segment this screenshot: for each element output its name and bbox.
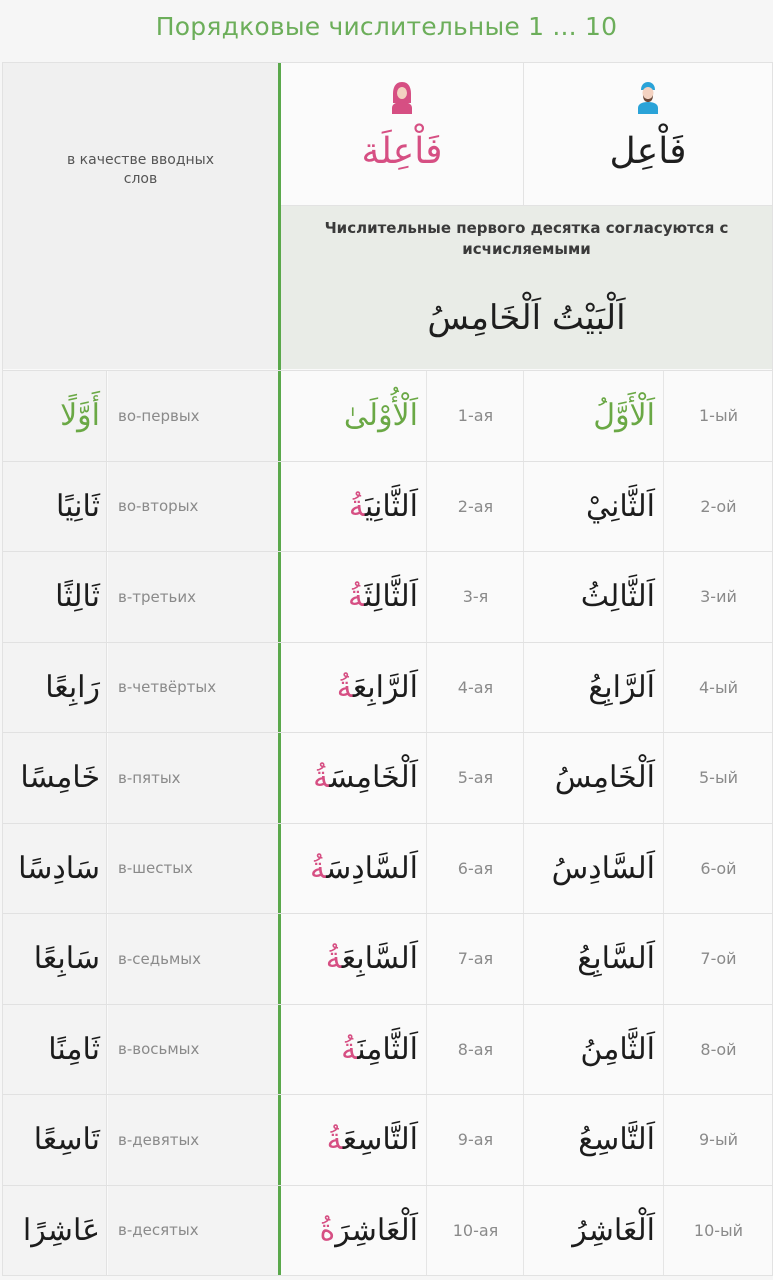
feminine-ordinal-russian: 8-ая [428,1005,524,1095]
feminine-ordinal-arabic [281,1095,427,1185]
feminine-ordinal-arabic [281,643,427,733]
masculine-ordinal-arabic [524,462,664,552]
feminine-ordinal-russian: 1-ая [428,371,524,461]
feminine-ordinal-text [344,398,418,433]
masculine-ordinal-text: اَلسَّابِعُ [577,941,655,977]
intro-words-label: в качестве вводных слов [66,152,215,187]
table-row [3,1004,772,1095]
feminine-ending: ةُ [348,488,365,524]
feminine-stem: اَلسَّادِسَ [326,850,418,886]
masculine-ordinal-text: اَلتَّاسِعُ [578,1122,655,1158]
masculine-ordinal-russian: 7-ой [700,949,737,969]
feminine-stem: اَلتَّاسِعَ [342,1122,418,1158]
intro-word-arabic-text: سَادِسًا [18,850,100,886]
masculine-ordinal-text: اَلرَّابِعُ [588,669,655,705]
intro-word-russian: в-десятых [108,1186,278,1276]
intro-word-arabic-text: ثَالِثًا [55,579,100,615]
table-row [3,370,772,461]
masculine-ordinal-text: اَلْخَامِسُ [554,760,655,796]
masculine-ordinal-russian: 5-ый [699,768,738,788]
feminine-ending: ةُ [319,1212,336,1248]
intro-word-arabic-text: ثَامِنًا [48,1031,100,1067]
feminine-ordinal-russian: 4-ая [428,643,524,733]
table-row [3,913,772,1004]
feminine-stem: اَلثَّانِيَ [364,488,418,524]
feminine-ordinal-russian: 3-я [428,552,524,642]
intro-word-arabic-text: تَاسِعًا [33,1122,100,1158]
masculine-ordinal-text: اَلثَّانِيْ [585,488,655,524]
intro-word-arabic [3,733,107,823]
feminine-stem: اَلْأُوْلَىٰ [343,398,418,434]
feminine-ordinal-arabic [281,1186,427,1276]
feminine-ordinal-text [337,670,418,705]
feminine-ordinal-russian: 7-ая [428,914,524,1004]
feminine-ordinal-arabic [281,552,427,642]
masculine-pattern: فَاْعِل [609,131,687,172]
ordinals-table [2,62,773,1276]
masculine-ordinal-arabic [524,643,664,733]
intro-words-header [3,63,279,369]
intro-word-russian: в-третьих [108,552,278,642]
feminine-ending: ةُ [310,850,327,886]
masculine-ordinal-russian: 2-ой [700,496,737,516]
feminine-ordinal-text [326,941,418,976]
feminine-ordinal-text [310,851,418,886]
feminine-ordinal-text [348,579,418,614]
feminine-stem: اَلثَّالِثَ [364,579,418,615]
feminine-ordinal-russian: 6-ая [428,824,524,914]
masculine-ordinal-arabic [524,733,664,823]
intro-word-russian: в-шестых [108,824,278,914]
intro-word-arabic [3,462,107,552]
intro-word-russian: в-четвёртых [108,643,278,733]
feminine-ending: ةُ [326,1122,343,1158]
feminine-ordinal-arabic [281,1005,427,1095]
feminine-ordinal-text [327,1122,418,1157]
table-row [3,1094,772,1185]
intro-word-arabic [3,1095,107,1185]
intro-word-russian: в-пятых [108,733,278,823]
intro-word-arabic-text: ثَانِيًا [55,488,100,524]
feminine-ordinal-text [313,760,418,795]
agreement-note-text: Числительные первого десятка согласуются с исчисляемыми [324,219,729,258]
masculine-ordinal-russian: 3-ий [700,587,737,607]
masculine-ordinal-russian: 6-ой [700,858,737,878]
masculine-ordinal-text: اَلسَّادِسُ [551,850,655,886]
man-icon [637,81,659,115]
feminine-ordinal-russian: 2-ая [428,462,524,552]
intro-word-arabic-text: خَامِسًا [20,760,100,796]
masculine-ordinal-text: اَلثَّالِثُ [580,579,655,615]
feminine-ordinal-text [349,489,418,524]
feminine-pattern: فَاْعِلَة [361,131,443,172]
woman-hijab-icon [391,81,413,115]
table-row [3,1185,772,1276]
table-row [3,642,772,733]
feminine-stem: اَلثَّامِنَ [357,1031,418,1067]
table-row [3,823,772,914]
feminine-ordinal-arabic [281,824,427,914]
intro-word-arabic-text: رَابِعًا [45,669,100,705]
feminine-header [281,63,524,206]
intro-word-arabic-text: أَوَّلًا [60,398,100,434]
masculine-header [524,63,772,206]
intro-word-arabic [3,824,107,914]
masculine-ordinal-russian: 10-ый [693,1220,744,1240]
masculine-ordinal-arabic [524,552,664,642]
intro-word-russian: в-восьмых [108,1005,278,1095]
intro-word-arabic [3,914,107,1004]
masculine-ordinal-arabic [524,1005,664,1095]
feminine-ordinal-arabic [281,914,427,1004]
feminine-ending: ةُ [341,1031,358,1067]
feminine-ordinal-russian: 10-ая [428,1186,524,1276]
intro-word-arabic-text: عَاشِرًا [22,1212,100,1248]
feminine-stem: اَلْخَامِسَ [329,760,418,796]
masculine-ordinal-russian: 8-ой [700,1039,737,1059]
feminine-ordinal-arabic [281,371,427,461]
feminine-ordinal-arabic [281,462,427,552]
intro-word-russian: в-девятых [108,1095,278,1185]
masculine-ordinal-arabic [524,914,664,1004]
feminine-ending: ةُ [348,579,365,615]
page-title: Порядковые числительные 1 ... 10 [155,11,618,41]
masculine-ordinal-arabic [524,1095,664,1185]
agreement-note [281,206,772,369]
table-row [3,461,772,552]
feminine-stem: اَلسَّابِعَ [341,941,418,977]
intro-word-arabic [3,552,107,642]
masculine-ordinal-text: اَلْعَاشِرُ [572,1212,655,1248]
intro-word-russian: в-седьмых [108,914,278,1004]
ordinal-rows [3,370,772,1275]
intro-word-arabic [3,643,107,733]
masculine-ordinal-arabic [524,371,664,461]
intro-word-arabic [3,371,107,461]
masculine-ordinal-russian: 1-ый [699,406,738,426]
intro-word-arabic-text: سَابِعًا [33,941,100,977]
masculine-ordinal-arabic [524,824,664,914]
feminine-ordinal-text [320,1213,419,1248]
masculine-ordinal-russian: 9-ый [699,1130,738,1150]
table-row [3,732,772,823]
feminine-ending: ةُ [336,669,353,705]
feminine-ordinal-text [341,1032,418,1067]
intro-word-arabic [3,1186,107,1276]
feminine-ending: ةُ [313,760,330,796]
feminine-ordinal-russian: 5-ая [428,733,524,823]
intro-word-russian: во-вторых [108,462,278,552]
feminine-stem: اَلرَّابِعَ [352,669,418,705]
feminine-stem: اَلْعَاشِرَ [335,1212,418,1248]
masculine-ordinal-text: اَلْأَوَّلُ [593,398,655,434]
masculine-ordinal-text: اَلثَّامِنُ [580,1031,655,1067]
masculine-ordinal-arabic [524,1186,664,1276]
example-phrase: اَلْبَيْتُ اَلْخَامِسُ [427,298,626,338]
masculine-ordinal-russian: 4-ый [699,677,738,697]
feminine-ending: ةُ [325,941,342,977]
feminine-ordinal-russian: 9-ая [428,1095,524,1185]
intro-word-russian: во-первых [108,371,278,461]
intro-word-arabic [3,1005,107,1095]
feminine-ordinal-arabic [281,733,427,823]
table-row [3,551,772,642]
